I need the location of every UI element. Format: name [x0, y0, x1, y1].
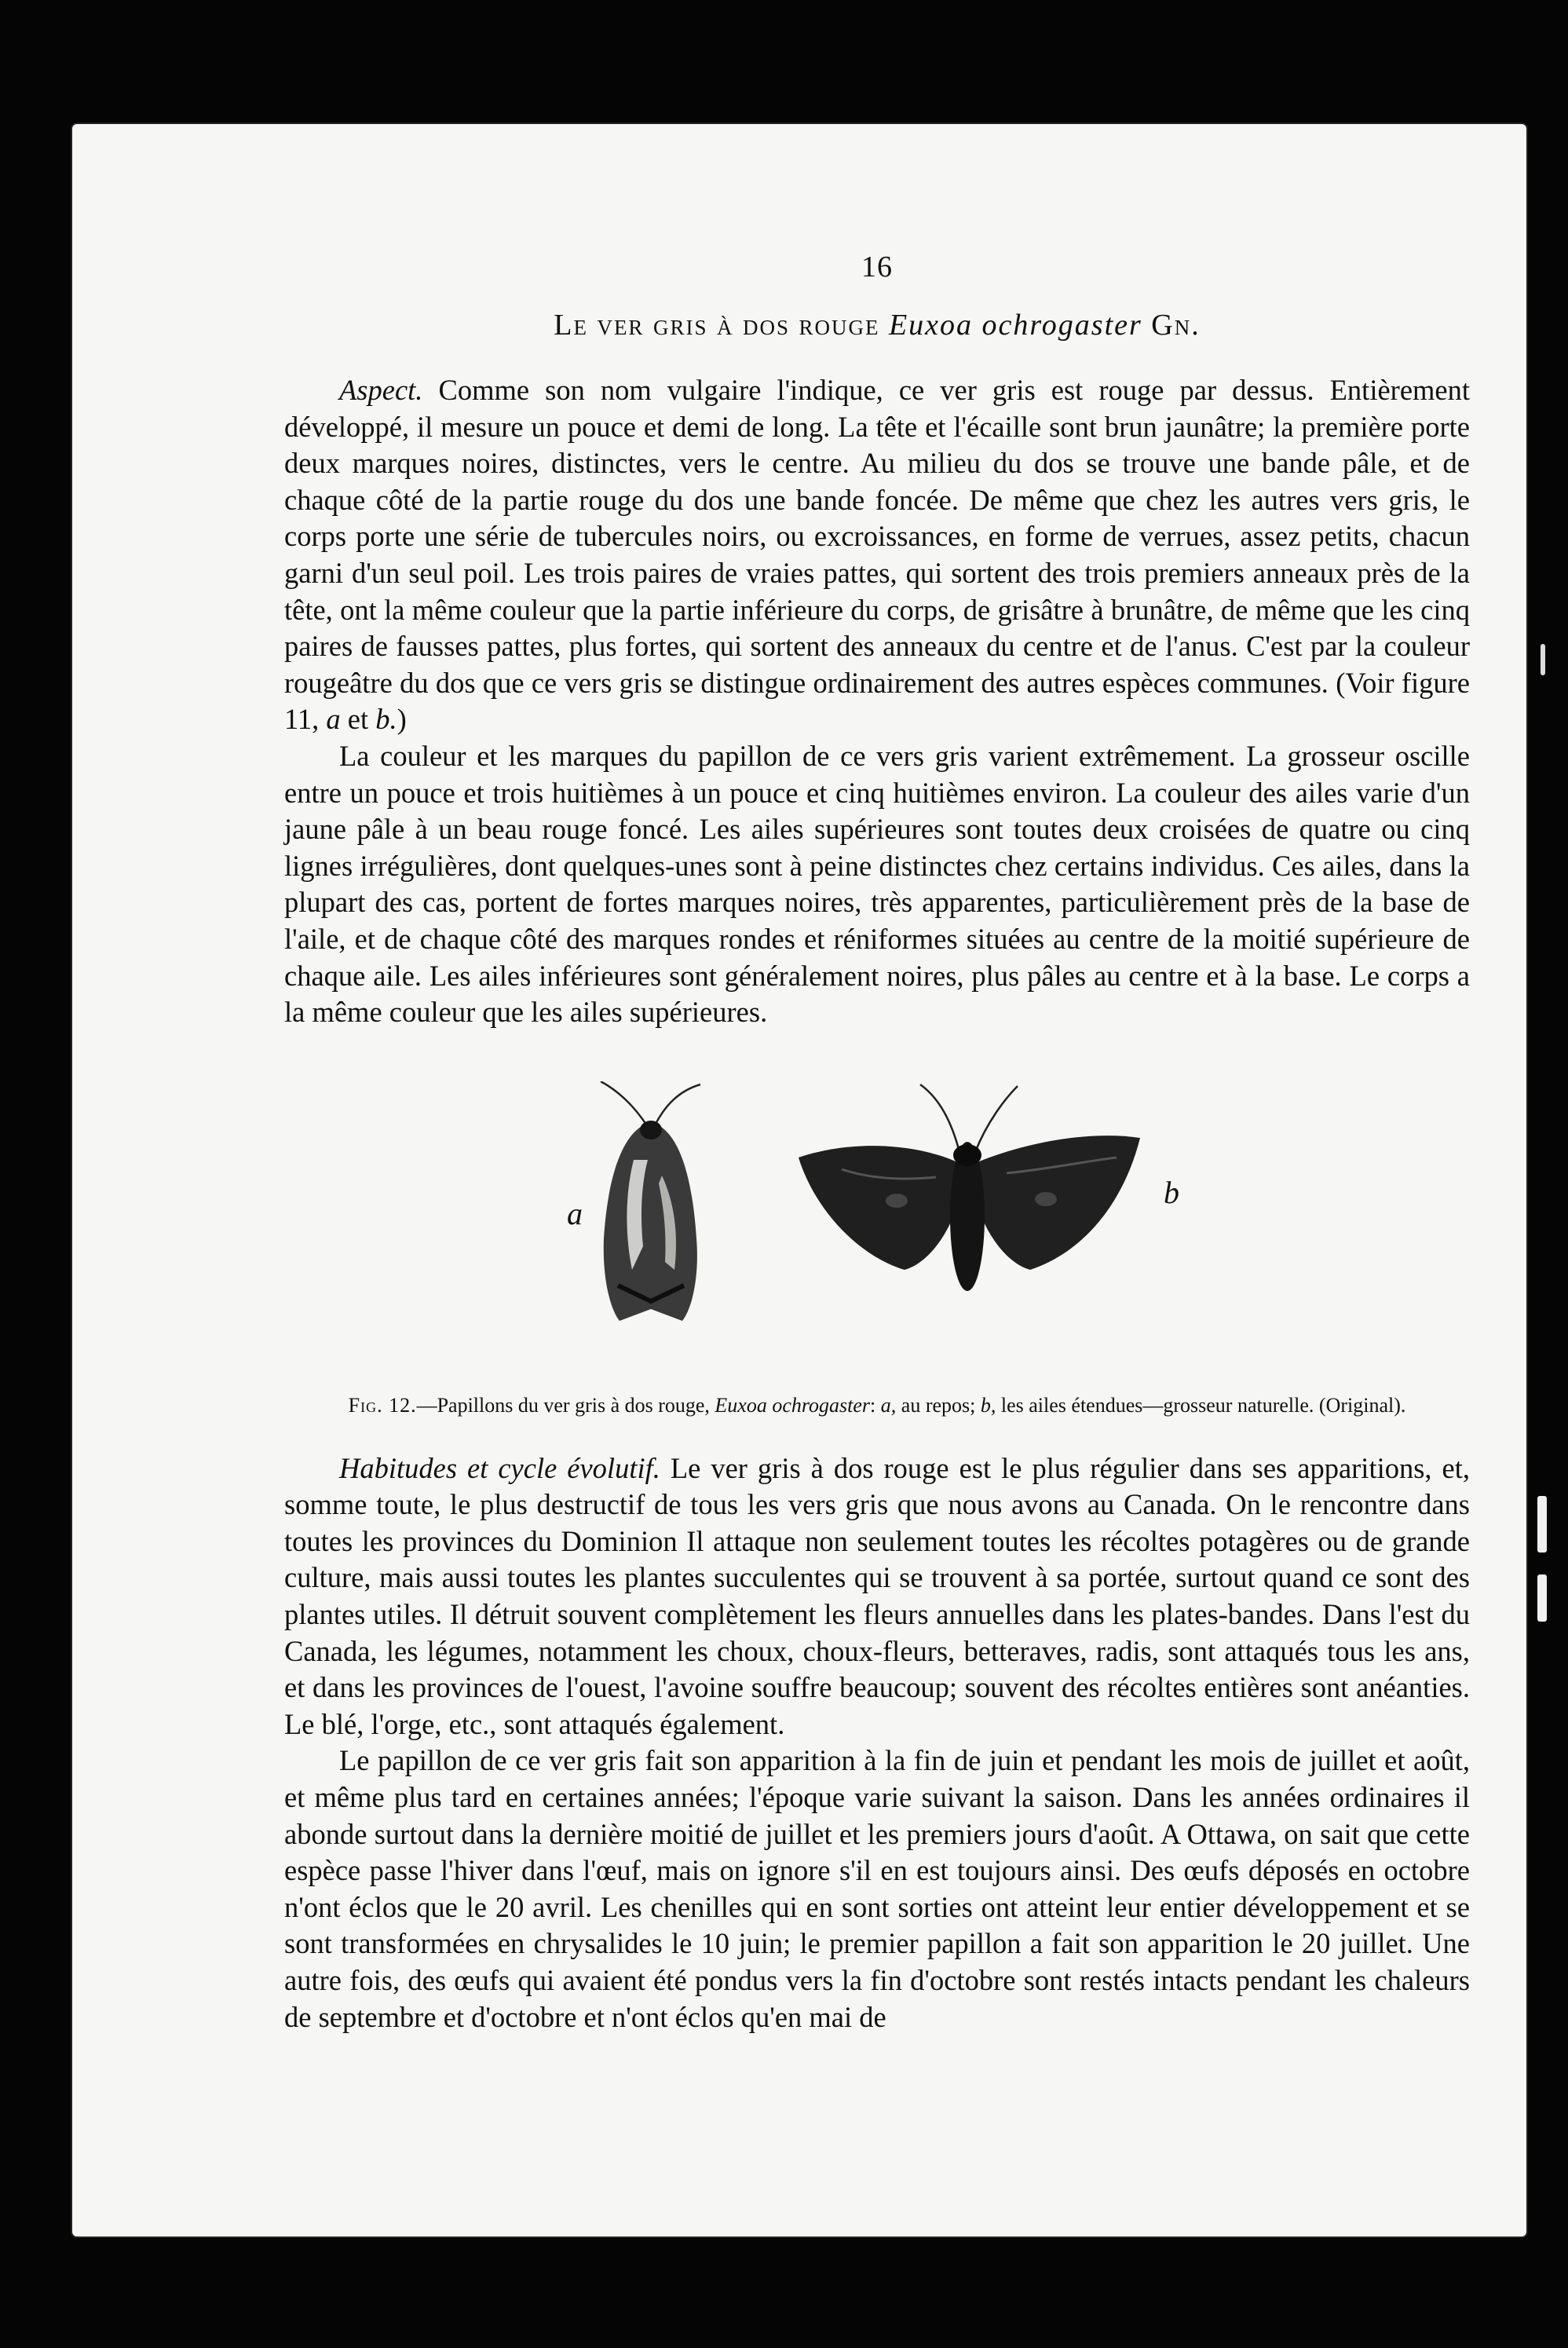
caption-species: Euxoa ochrogaster: [715, 1393, 871, 1417]
moth-at-rest-image: [587, 1081, 712, 1325]
edge-mark-middle: [1537, 1496, 1547, 1553]
aspect-ref-close: ): [397, 703, 407, 736]
aspect-ref-a: a: [326, 703, 341, 736]
aspect-ref-b: b.: [375, 703, 397, 736]
caption-b: b,: [980, 1393, 996, 1417]
habitudes-text: Le ver gris à dos rouge est le plus régulier dans ses apparitions, et, somme toute, le plus destructif de tous les vers gris que nous avons au Canada. On le rencontre dans toutes les provinces du Dominion Il attaque non seulement toutes les récoltes potagères ou de grande culture, mais aussi toutes les plantes succulentes qui se trouvent à sa portée, surtout quand ce sont des plantes utiles. Il détruit souvent complètement les fleurs annuelles dans les plates-bandes. Dans l'est du Canada, les légumes, notamment les choux, choux-fleurs, betteraves, radis, sont attaqués tous les ans, et dans les provinces de l'ouest, l'avoine souffre beaucoup; souvent des récoltes entières sont anéanties. Le blé, l'orge, etc., sont attaqués également.: [284, 1451, 1471, 1740]
caption-text-4: les ailes étendues—grosseur naturelle. (Original).: [1000, 1393, 1406, 1417]
scanned-page: [72, 124, 1526, 2236]
paragraph-habitudes: [284, 1450, 1470, 1743]
figure-caption: [284, 1394, 1470, 1417]
aspect-ref-open: (Voir figure 11,: [284, 666, 1470, 736]
page-number: 16: [861, 251, 893, 283]
figure-label-a: a: [567, 1195, 583, 1231]
paragraph-aspect: [284, 372, 1470, 738]
title-author: Gn.: [1151, 309, 1201, 342]
aspect-ref-et: et: [347, 703, 369, 736]
paragraph-papillon: La couleur et les marques du papillon de ce vers gris varient extrêmement. La grosseur oscille entre un pouce et trois huitièmes à un pouce et cinq huitièmes environ. La couleur des ailes varie d'un jaune pâle à un beau rouge foncé. Les ailes supérieures sont toutes deux croisées de quatre ou cinq lignes irrégulières, dont quelques-unes sont à peine distinctes chez certains individus. Ces ailes, dans la plupart des cas, portent de fortes marques noires, très apparentes, particulièrement près de la base de l'aile, et de chaque côté des marques rondes et réniformes situées au centre de la moitié supérieure de chaque aile. Les ailes inférieures sont généralement noires, plus pâles au centre et à la base. Le corps a la même couleur que les ailes supérieures.: [284, 739, 1470, 1029]
caption-fig-number: Fig. 12.: [348, 1393, 417, 1417]
page-content: [284, 250, 1470, 2035]
figure-label-b: b: [1164, 1174, 1179, 1210]
habitudes-label: Habitudes et cycle évolutif.: [339, 1451, 660, 1484]
caption-text-2: :: [870, 1393, 876, 1417]
caption-a: a,: [880, 1393, 897, 1417]
caption-text-3: au repos;: [901, 1393, 976, 1417]
caption-text-1: —Papillons du ver gris à dos rouge,: [416, 1393, 710, 1417]
moth-figure: [284, 1081, 1470, 1388]
title-main: Le ver gris à dos rouge: [554, 309, 880, 342]
aspect-label: Aspect.: [339, 374, 423, 406]
moth-spread-image: [795, 1083, 1140, 1318]
edge-mark-top: [1541, 644, 1545, 675]
edge-mark-bottom: [1537, 1574, 1547, 1622]
aspect-text: Comme son nom vulgaire l'indique, ce ver gris est rouge par dessus. Entièrement développé, il mesure un pouce et demi de long. La tête et l'écaille sont brun jaunâtre; la première porte deux marques noires, distinctes, vers le centre. Au milieu du dos se trouve une bande pâle, et de chaque côté de la partie rouge du dos une bande foncée. De même que chez les autres vers gris, le corps porte une série de tubercules noirs, ou excroissances, en forme de verrues, assez petits, chacun garni d'un seul poil. Les trois paires de vraies pattes, qui sortent des trois premiers anneaux près de la tête, ont la même couleur que la partie inférieure du corps, de grisâtre à brunâtre, de même que les cinq paires de fausses pattes, plus fortes, qui sortent des anneaux du centre et de l'anus. C'est par la couleur rougeâtre du dos que ce vers gris se distingue ordinairement des autres espèces communes.: [284, 374, 1471, 699]
title-species: Euxoa ochrogaster: [888, 309, 1142, 342]
section-title: [284, 308, 1470, 342]
paragraph-cycle: Le papillon de ce ver gris fait son apparition à la fin de juin et pendant les mois de juillet et août, et même plus tard en certaines années; l'époque varie suivant la saison. Dans les années ordinaires il abonde surtout dans la dernière moitié de juillet et les premiers jours d'août. A Ottawa, on sait que cette espèce passe l'hiver dans l'œuf, mais on ignore s'il en est toujours ainsi. Des œufs déposés en octobre n'ont éclos que le 20 avril. Les chenilles qui en sont sorties ont atteint leur entier développement et se sont transformées en chrysalides le 10 juin; le premier papillon a fait son apparition le 20 juillet. Une autre fois, des œufs qui avaient été pondus vers la fin d'octobre sont restés intacts pendant les chaleurs de septembre et d'octobre et n'ont éclos qu'en mai de: [284, 1744, 1470, 2033]
